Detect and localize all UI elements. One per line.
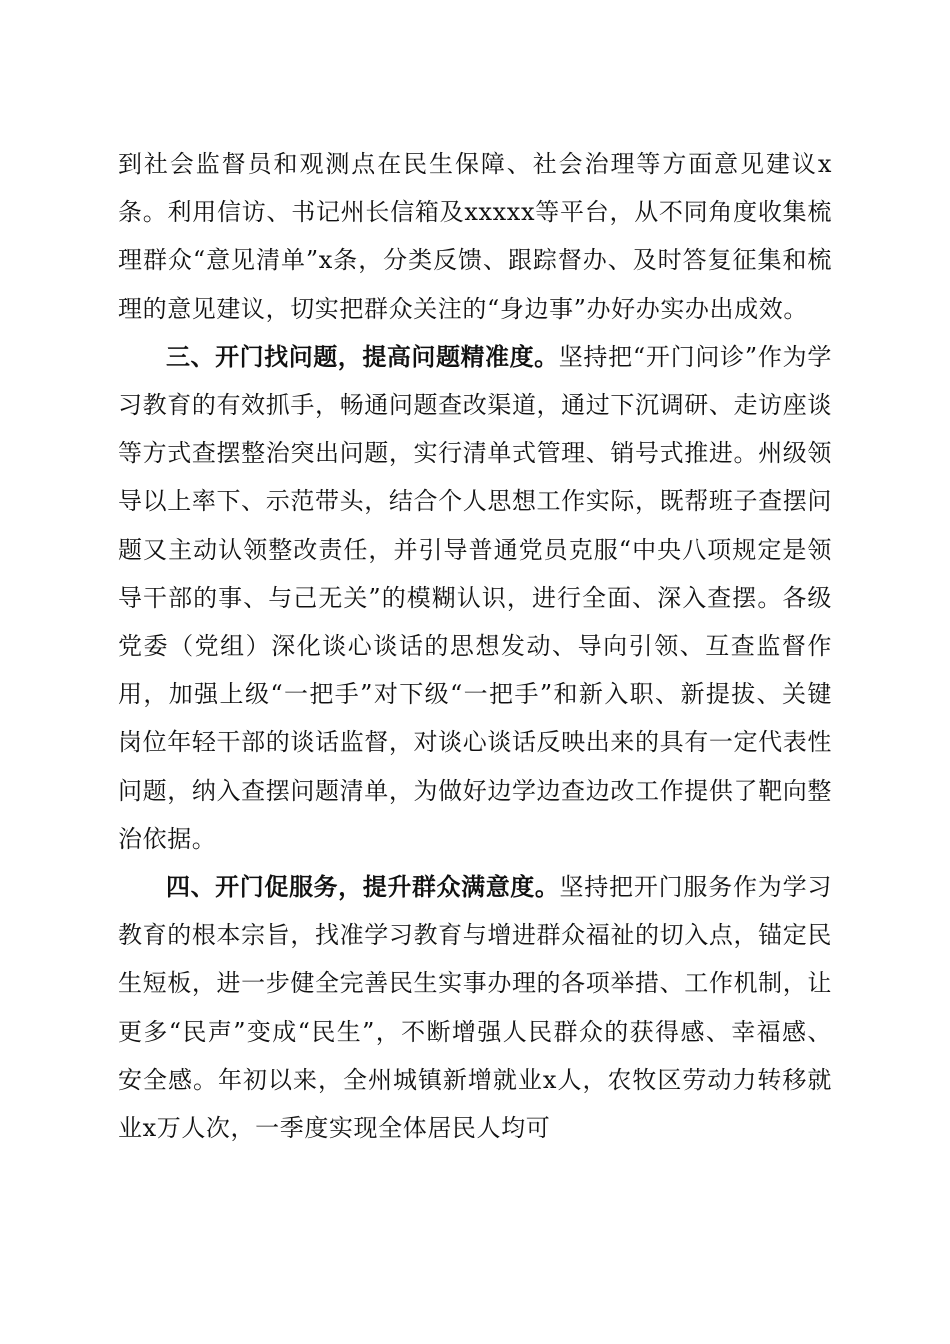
paragraph-section-3 [118, 333, 832, 863]
paragraph-text: 坚持把“开门问诊”作为学习教育的有效抓手，畅通问题查改渠道，通过下沉调研、走访座谈等方式查摆整治突出问题，实行清单式管理、销号式推进。州级领导以上率下、示范带头，结合个人思想工作实际，既帮班子查摆问题又主动认领整改责任，并引导普通党员克服“中央八项规定是领导干部的事、与己无关”的模糊认识，进行全面、深入查摆。各级党委（党组）深化谈心谈话的思想发动、导向引领、互查监督作用，加强上级“一把手”对下级“一把手”和新入职、新提拔、关键岗位年轻干部的谈话监督，对谈心谈话反映出来的具有一定代表性问题，纳入查摆问题清单，为做好边学边查边改工作提供了靶向整治依据。 [118, 342, 832, 853]
paragraph-text: 坚持把开门服务作为学习教育的根本宗旨，找准学习教育与增进群众福祉的切入点，锚定民生短板，进一步健全完善民生实事办理的各项举措、工作机制，让更多“民声”变成“民生”，不断增强人民群众的获得感、幸福感、安全感。年初以来，全州城镇新增就业x人，农牧区劳动力转移就业x万人次，一季度实现全体居民人均可 [118, 873, 832, 1143]
paragraph-text: 到社会监督员和观测点在民生保障、社会治理等方面意见建议x条。利用信访、书记州长信箱及xxxxx等平台，从不同角度收集梳理群众“意见清单”x条，分类反馈、跟踪督办、及时答复征集和梳理的意见建议，切实把群众关注的“身边事”办好办实办出成效。 [118, 150, 832, 323]
section-heading: 四、开门促服务，提升群众满意度。 [166, 873, 560, 902]
paragraph-section-4 [118, 863, 832, 1152]
paragraph-continued [118, 140, 832, 333]
document-body [118, 140, 832, 1152]
section-heading: 三、开门找问题，提高问题精准度。 [166, 342, 559, 371]
